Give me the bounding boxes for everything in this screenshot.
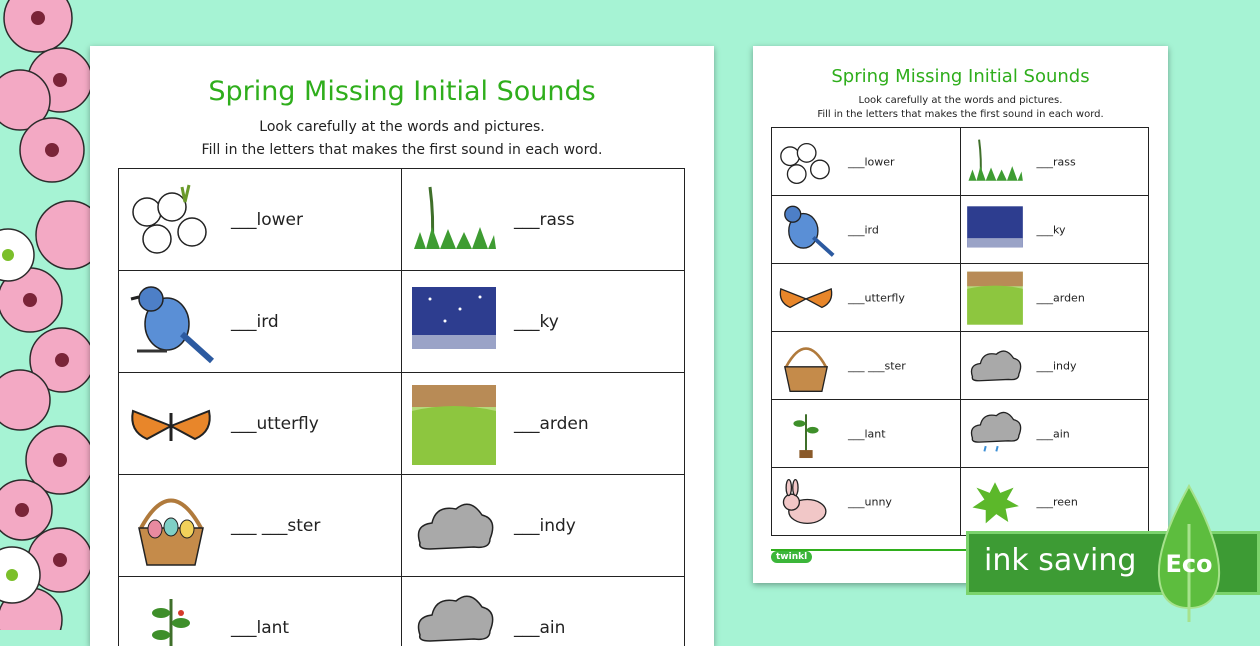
word-blank: ___ ___ster xyxy=(231,516,320,536)
table-cell xyxy=(772,400,961,468)
word-blank: ___rass xyxy=(514,210,575,230)
table-cell xyxy=(772,468,961,536)
word-blank: ___ird xyxy=(231,312,279,332)
eco-label: Eco xyxy=(1165,550,1212,578)
word-table xyxy=(118,168,685,646)
table-cell xyxy=(960,468,1149,536)
table-cell xyxy=(119,373,402,475)
night-sky-icon xyxy=(410,279,498,365)
grass-icon xyxy=(965,133,1025,190)
word-table xyxy=(771,127,1149,536)
word-blank: ___lant xyxy=(848,427,886,440)
eco-leaf-drop-icon xyxy=(1153,484,1225,624)
table-cell xyxy=(960,264,1149,332)
garden-icon xyxy=(965,269,1025,326)
word-blank: ___lower xyxy=(848,155,895,168)
cloud-icon xyxy=(965,337,1025,394)
bluebird-icon xyxy=(127,279,215,365)
table-cell xyxy=(772,128,961,196)
word-blank: ___utterfly xyxy=(231,414,319,434)
table-cell xyxy=(119,271,402,373)
table-cell xyxy=(960,128,1149,196)
night-sky-icon xyxy=(965,201,1025,258)
word-blank: ___utterfly xyxy=(848,291,905,304)
word-blank: ___ain xyxy=(1037,427,1070,440)
table-cell xyxy=(772,196,961,264)
plant-icon xyxy=(127,585,215,646)
table-cell xyxy=(402,271,685,373)
instruction-line-1: Look carefully at the words and pictures. xyxy=(90,119,714,135)
word-blank: ___arden xyxy=(514,414,589,434)
word-blank: ___reen xyxy=(1037,495,1078,508)
table-cell xyxy=(402,373,685,475)
table-cell xyxy=(402,475,685,577)
bunny-icon xyxy=(776,473,836,530)
pink-flowers-border xyxy=(0,0,100,630)
butterfly-icon xyxy=(776,269,836,326)
table-cell xyxy=(960,332,1149,400)
word-blank: ___lant xyxy=(231,618,289,638)
easter-basket-icon xyxy=(127,483,215,569)
word-blank: ___indy xyxy=(514,516,576,536)
rain-cloud-icon xyxy=(410,585,498,646)
table-cell xyxy=(960,400,1149,468)
word-blank: ___ky xyxy=(514,312,559,332)
table-cell xyxy=(960,196,1149,264)
lily-flower-icon xyxy=(127,177,215,263)
instruction-line-2: Fill in the letters that makes the first sound in each word. xyxy=(90,142,714,158)
table-cell xyxy=(119,169,402,271)
worksheet-small xyxy=(753,46,1168,583)
bluebird-icon xyxy=(776,201,836,258)
table-cell xyxy=(402,577,685,646)
easter-basket-icon xyxy=(776,337,836,394)
table-cell xyxy=(772,264,961,332)
table-cell xyxy=(119,475,402,577)
grass-icon xyxy=(410,177,498,263)
instruction-line-1: Look carefully at the words and pictures. xyxy=(753,95,1168,106)
worksheet-large xyxy=(90,46,714,646)
word-blank: ___arden xyxy=(1037,291,1085,304)
garden-icon xyxy=(410,381,498,467)
instruction-line-2: Fill in the letters that makes the first sound in each word. xyxy=(753,109,1168,120)
cloud-icon xyxy=(410,483,498,569)
ink-saving-label: ink saving xyxy=(984,543,1136,578)
word-blank: ___ ___ster xyxy=(848,359,906,372)
word-blank: ___lower xyxy=(231,210,303,230)
word-blank: ___unny xyxy=(848,495,892,508)
word-blank: ___ain xyxy=(514,618,565,638)
worksheet-title: Spring Missing Initial Sounds xyxy=(753,66,1168,87)
word-blank: ___ird xyxy=(848,223,879,236)
green-splat-icon xyxy=(965,473,1025,530)
twinkl-logo: twinkl xyxy=(771,551,812,563)
lily-flower-icon xyxy=(776,133,836,190)
plant-icon xyxy=(776,405,836,462)
butterfly-icon xyxy=(127,381,215,467)
word-blank: ___indy xyxy=(1037,359,1077,372)
worksheet-title: Spring Missing Initial Sounds xyxy=(90,76,714,107)
table-cell xyxy=(772,332,961,400)
word-blank: ___ky xyxy=(1037,223,1066,236)
word-blank: ___rass xyxy=(1037,155,1076,168)
rain-cloud-icon xyxy=(965,405,1025,462)
table-cell xyxy=(119,577,402,646)
table-cell xyxy=(402,169,685,271)
